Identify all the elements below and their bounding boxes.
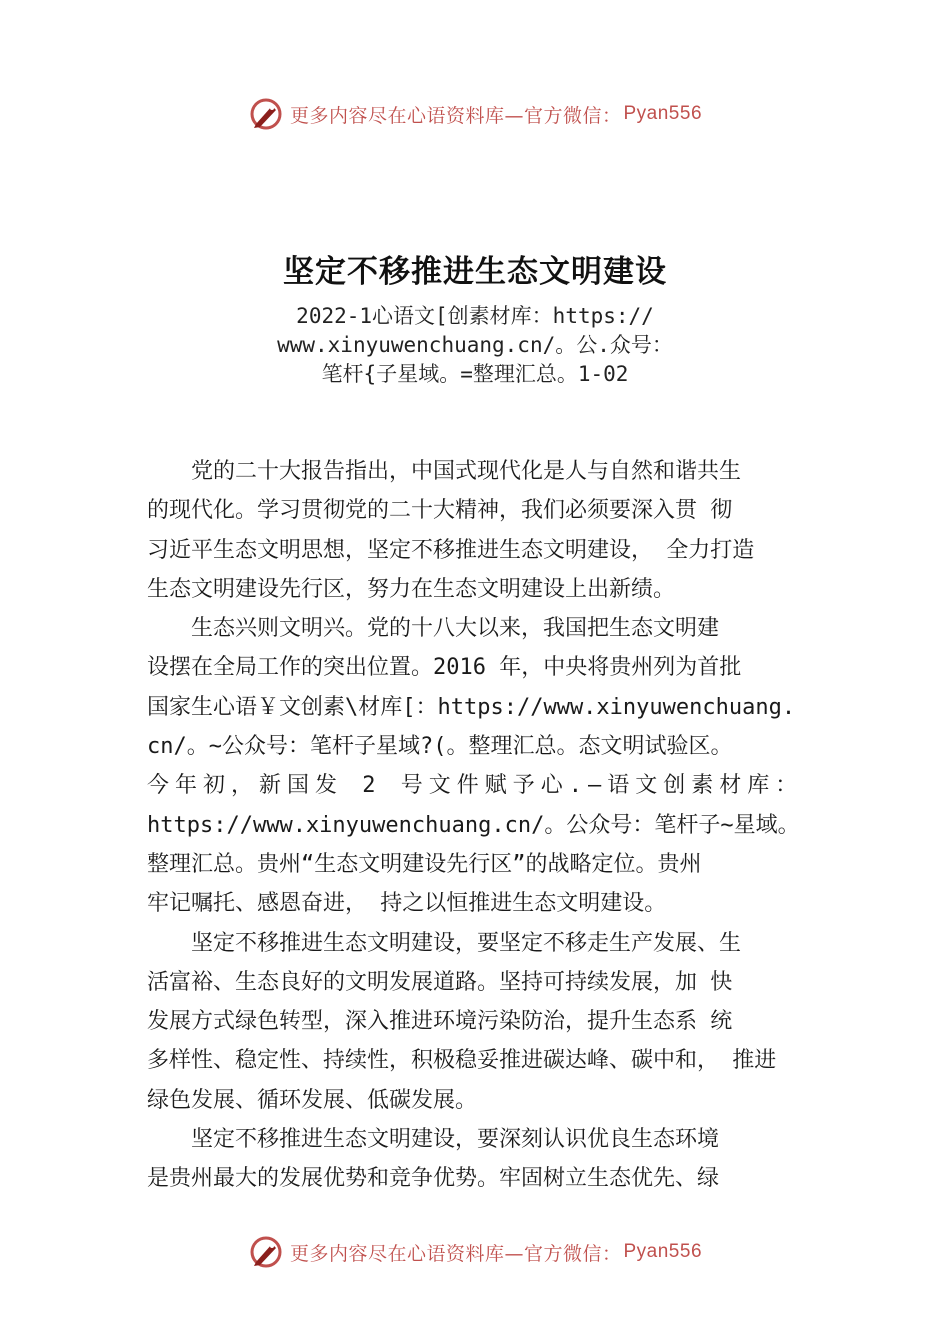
document-subtitle [200, 302, 750, 389]
body-line: 生态兴则文明兴。党的十八大以来，我国把生态文明建 [147, 616, 720, 642]
body-line: 习近平生态文明思想，坚定不移推进生态文明建设， 全力打造 [147, 537, 755, 563]
body-line: 是贵州最大的发展优势和竞争优势。牢固树立生态优先、绿 [147, 1166, 720, 1192]
watermark-wechat-id: Pyan556 [623, 1241, 703, 1262]
body-line: 整理汇总。贵州“生态文明建设先行区”的战略定位。贵州 [147, 851, 702, 877]
document-body [147, 452, 827, 1199]
body-line: 今年初，新国发 2 号文件赋予心.—语文创素材库： [147, 773, 804, 799]
subtitle-line: www.xinyuwenchuang.cn/。公.众号： [277, 333, 673, 357]
body-line: 绿色发展、循环发展、低碳发展。 [147, 1087, 478, 1113]
body-line: 多样性、稳定性、持续性，积极稳妥推进碳达峰、碳中和， 推进 [147, 1048, 777, 1074]
body-line: 坚定不移推进生态文明建设，要深刻认识优良生态环境 [147, 1127, 720, 1153]
watermark-text: 更多内容尽在心语资料库—官方微信： [289, 104, 622, 127]
footer-watermark [0, 1234, 950, 1270]
watermark-text: 更多内容尽在心语资料库—官方微信： [289, 1242, 622, 1265]
document-title: 坚定不移推进生态文明建设 [283, 254, 667, 290]
body-line: 发展方式绿色转型，深入推进环境污染防治，提升生态系 统 [147, 1009, 733, 1035]
header-watermark [0, 96, 950, 132]
pen-logo-icon [248, 1234, 284, 1270]
body-line: 生态文明建设先行区，努力在生态文明建设上出新绩。 [147, 576, 676, 602]
watermark-wechat-id: Pyan556 [623, 103, 703, 124]
body-line: 坚定不移推进生态文明建设，要坚定不移走生产发展、生 [147, 930, 742, 956]
subtitle-line: 2022-1心语文[创素材库：https:// [296, 304, 654, 328]
body-line: 活富裕、生态良好的文明发展道路。坚持可持续发展，加 快 [147, 969, 733, 995]
body-line: 设摆在全局工作的突出位置。2016 年，中央将贵州列为首批 [147, 655, 742, 681]
pen-logo-icon [248, 96, 284, 132]
body-line: 的现代化。学习贯彻党的二十大精神，我们必须要深入贯 彻 [147, 498, 733, 524]
body-line: 牢记嘱托、感恩奋进， 持之以恒推进生态文明建设。 [147, 891, 667, 917]
body-line: https://www.xinyuwenchuang.cn/。公众号：笔杆子~星域。 [147, 812, 800, 838]
body-line: 国家生心语￥文创素\材库[：https://www.xinyuwenchuang. [147, 694, 796, 720]
body-line: cn/。~公众号：笔杆子星域?(。整理汇总。态文明试验区。 [147, 734, 733, 760]
subtitle-line: 笔杆{子星域。=整理汇总。1-02 [321, 362, 629, 386]
body-line: 党的二十大报告指出，中国式现代化是人与自然和谐共生 [147, 459, 742, 484]
